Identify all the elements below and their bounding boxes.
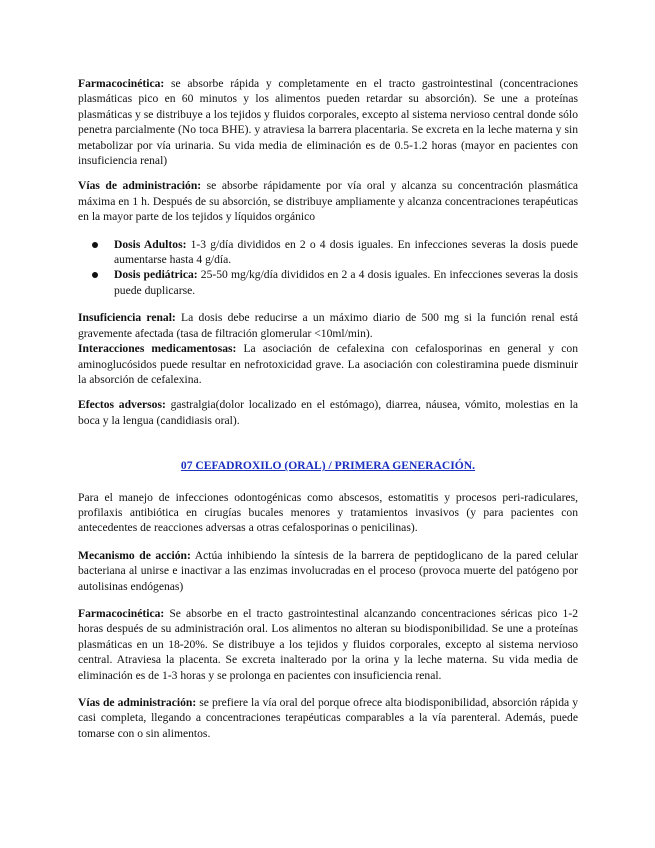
vias-administracion-2-text: se prefiere la vía oral del porque ofrece alta biodisponibilidad, absorción rápida y casi completa, llegando a concentraciones terapéuticas comparables a la vía parenteral. Además, puede tomarse con o sin alimentos. bbox=[78, 696, 579, 740]
vias-administracion-2-label: Vías de administración: bbox=[78, 696, 197, 709]
mecanismo-paragraph bbox=[78, 548, 578, 594]
insuficiencia-renal-paragraph bbox=[78, 310, 578, 341]
intro-paragraph: Para el manejo de infecciones odontogénicas como abscesos, estomatitis y procesos peri-radiculares, profilaxis antibiótica en cirugías bucales menores y tratamientos invasivos (y para pacientes con antecedentes de reacciones adversas a otras cefalosporinas o penicilinas). bbox=[78, 490, 578, 535]
dosis-list bbox=[78, 237, 578, 299]
mecanismo-text: Actúa inhibiendo la síntesis de la barrera de peptidoglicano de la pared celular bacteriana al unirse e inactivar a las enzimas involucradas en el proceso (provoca muerte del patógeno por autolisinas endógenas) bbox=[78, 548, 578, 593]
interacciones-paragraph bbox=[78, 341, 578, 387]
section-heading: 07 CEFADROXILO (ORAL) / PRIMERA GENERACIÓN. bbox=[180, 459, 476, 473]
efectos-adversos-paragraph bbox=[78, 397, 578, 428]
dosis-adultos-text: 1-3 g/día divididos en 2 o 4 dosis iguales. En infecciones severas la dosis puede aumentarse hasta 4 g/día. bbox=[114, 237, 579, 267]
farmacocinetica-text: se absorbe rápida y completamente en el tracto gastrointestinal (concentraciones plasmáticas pico en 60 minutos y los alimentos pueden retardar su absorción). Se une a proteínas plasmáticas y se distribuye a los tejidos y fluidos corporales, excepto al sistema nervioso central donde sólo penetra parcialmente (No toca BHE). y atraviesa la barrera placentaria. Se excreta en la leche materna y sin metabolizar por vía urinaria. Su vida media de eliminación es de 0.5-1.2 horas (mayor en pacientes con insuficiencia renal) bbox=[78, 77, 578, 168]
efectos-adversos-text: gastralgia(dolor localizado en el estómago), diarrea, náusea, vómito, molestias en la boca y la lengua (candidiasis oral). bbox=[78, 398, 579, 427]
insuficiencia-renal-label: Insuficiencia renal: bbox=[78, 311, 176, 325]
interacciones-text: La asociación de cefalexina con cefalosporinas en general y con aminoglucósidos puede resultar en nefrotoxicidad grave. La asociación con colestiramina puede disminuir la absorción de cefalexina. bbox=[78, 342, 578, 386]
bullet-icon bbox=[92, 242, 98, 248]
vias-administracion-paragraph bbox=[78, 178, 578, 224]
farmacocinetica-label: Farmacocinética: bbox=[78, 77, 165, 90]
document-page bbox=[78, 76, 578, 741]
vias-administracion-text: se absorbe rápidamente por vía oral y alcanza su concentración plasmática máxima en 1 h. Después de su absorción, se distribuye ampliamente y alcanza concentraciones terapéuticas en la mayor parte de los tejidos y líquidos orgánico bbox=[78, 179, 579, 224]
dosis-adultos-label: Dosis Adultos: bbox=[114, 237, 187, 251]
dosis-pediatrica-label: Dosis pediátrica: bbox=[114, 268, 198, 282]
efectos-adversos-label: Efectos adversos: bbox=[78, 398, 166, 412]
farmacocinetica-2-text: Se absorbe en el tracto gastrointestinal alcanzando concentraciones séricas pico 1-2 horas después de su administración oral. Los alimentos no alteran su biodisponibilidad. Se une a proteínas plasmáticas en un 18-20%. Se distribuye a los tejidos y fluidos corporales, excepto al sistema nervioso central. Atraviesa la placenta. Se excreta inalterado por la orina y la leche materna. Su vida media de eliminación es de 1-3 horas y se prolonga en pacientes con insuficiencia renal. bbox=[78, 606, 578, 682]
list-item bbox=[92, 267, 578, 298]
list-item bbox=[92, 237, 578, 268]
mecanismo-label: Mecanismo de acción: bbox=[78, 548, 191, 562]
insuficiencia-renal-text: La dosis debe reducirse a un máximo diario de 500 mg si la función renal está gravemente afectada (tasa de filtración glomerular <10ml/min). bbox=[78, 311, 578, 340]
farmacocinetica-2-label: Farmacocinética: bbox=[78, 606, 165, 620]
dosis-pediatrica-text: 25-50 mg/kg/día divididos en 2 a 4 dosis iguales. En infecciones severas la dosis puede duplicarse. bbox=[114, 268, 578, 297]
vias-administracion-2-paragraph bbox=[78, 695, 578, 741]
bullet-icon bbox=[92, 272, 98, 278]
vias-administracion-label: Vías de administración: bbox=[78, 179, 202, 193]
farmacocinetica-paragraph bbox=[78, 76, 578, 168]
farmacocinetica-2-paragraph bbox=[78, 606, 578, 683]
interacciones-label: Interacciones medicamentosas: bbox=[78, 342, 237, 356]
